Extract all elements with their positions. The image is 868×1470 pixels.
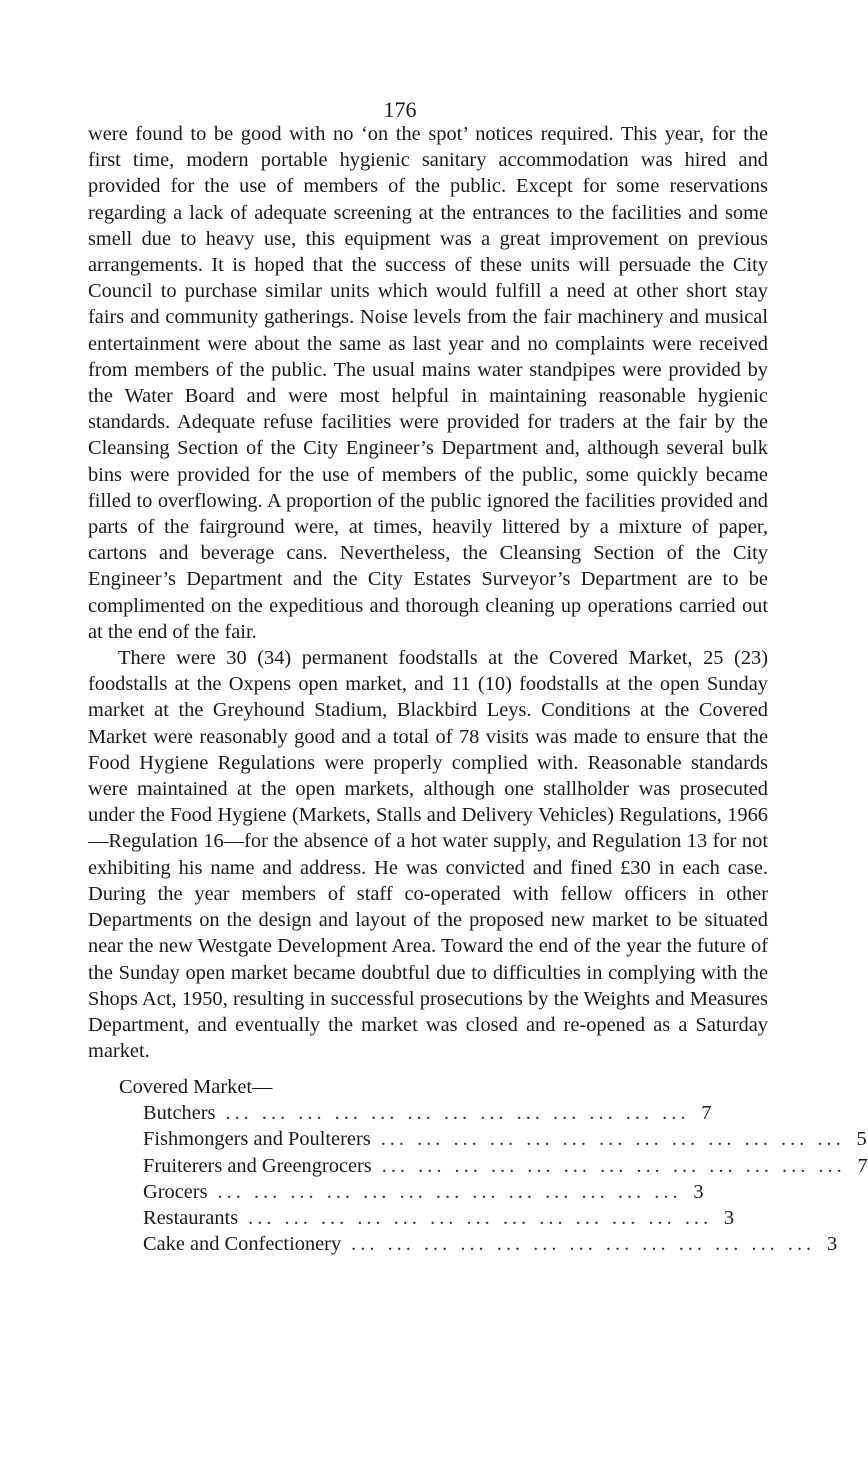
stall-count: 7 xyxy=(701,1102,712,1125)
trade-label: Grocers xyxy=(143,1180,208,1203)
stall-count: 5 xyxy=(856,1128,867,1151)
list-item xyxy=(143,1153,868,1179)
paragraph-fair-sanitation: were found to be good with no ‘on the spot’ notices required. This year, for the first time, modern portable hygienic sanitary accommodation was hired and provided for the use of members of the public. Except for some reservations regarding a lack of adequate screening at the entrances to the facilities and some smell due to heavy use, this equipment was a great improvement on previous arrangements. It is hoped that the success of these units will persuade the City Council to purchase similar units which would fulfill a need at other short stay fairs and community gatherings. Noise levels from the fair machinery and musical entertainment were about the same as last year and no complaints were received from members of the public. The usual mains water standpipes were provided by the Water Board and were most helpful in maintaining reasonable hygienic standards. Adequate refuse facilities were provided for traders at the fair by the Cleansing Section of the City Engineer’s Department and, although several bulk bins were provided for the use of members of the public, some quickly became filled to overflowing. A proportion of the public ignored the facilities provided and parts of the fairground were, at times, heavily littered by a mixture of paper, cartons and beverage cans. Nevertheless, the Cleansing Section of the City Engineer’s Department and the City Estates Surveyor’s Department are to be complimented on the expeditious and thorough cleaning up operations carried out at the end of the fair. xyxy=(88,123,768,643)
paragraph-market-foodstalls: There were 30 (34) permanent foodstalls at the Covered Market, 25 (23) foodstalls at the Oxpens open market, and 11 (10) foodstalls at the open Sunday market at the Greyhound Stadium, Blackbird Leys. Conditions at the Covered Market were reasonably good and a total of 78 visits was made to ensure that the Food Hygiene Regulations were properly complied with. Reasonable standards were maintained at the open markets, although one stallholder was prosecuted under the Food Hygiene (Markets, Stalls and Delivery Vehicles) Regulations, 1966—Regulation 16—for the absence of a hot water supply, and Regulation 13 for not exhibiting his name and address. He was convicted and fined £30 in each case. During the year members of staff co-operated with fellow officers in other Departments on the design and layout of the proposed new market to be situated near the new Westgate Development Area. Toward the end of the year the future of the Sunday open market became doubtful due to difficulties in complying with the Shops Act, 1950, resulting in successful prosecutions by the Weights and Measures Department, and eventually the market was closed and re-opened as a Saturday market. xyxy=(88,647,768,1063)
trade-label: Butchers xyxy=(143,1102,216,1125)
list-item xyxy=(143,1231,838,1257)
covered-market-heading: Covered Market— xyxy=(119,1076,273,1098)
list-item xyxy=(143,1126,867,1152)
stall-count: 3 xyxy=(826,1233,838,1256)
covered-market-table xyxy=(119,1074,868,1257)
dot-leader: ... ... ... ... ... ... ... ... ... ... ... ... ... xyxy=(248,1207,713,1230)
covered-market-list xyxy=(119,1100,868,1257)
stall-count: 7 xyxy=(857,1154,868,1177)
list-item xyxy=(143,1179,704,1205)
dot-leader: ... ... ... ... ... ... ... ... ... ... ... ... ... xyxy=(381,1154,846,1177)
dot-leader: ... ... ... ... ... ... ... ... ... ... ... ... ... xyxy=(380,1128,845,1151)
dot-leader: ... ... ... ... ... ... ... ... ... ... ... ... ... xyxy=(217,1180,682,1203)
list-item xyxy=(143,1205,735,1231)
trade-label: Fishmongers and Poulterers xyxy=(143,1128,371,1151)
stall-count: 3 xyxy=(723,1207,735,1230)
stall-count: 3 xyxy=(693,1180,704,1203)
page-number: 176 xyxy=(383,97,417,122)
dot-leader: ... ... ... ... ... ... ... ... ... ... ... ... ... xyxy=(225,1102,690,1125)
dot-leader: ... ... ... ... ... ... ... ... ... ... ... ... ... xyxy=(351,1233,816,1256)
trade-label: Cake and Confectionery xyxy=(143,1233,342,1256)
trade-label: Fruiterers and Greengrocers xyxy=(143,1154,372,1177)
report-body xyxy=(88,121,768,1064)
trade-label: Restaurants xyxy=(143,1207,239,1230)
list-item xyxy=(143,1100,712,1126)
